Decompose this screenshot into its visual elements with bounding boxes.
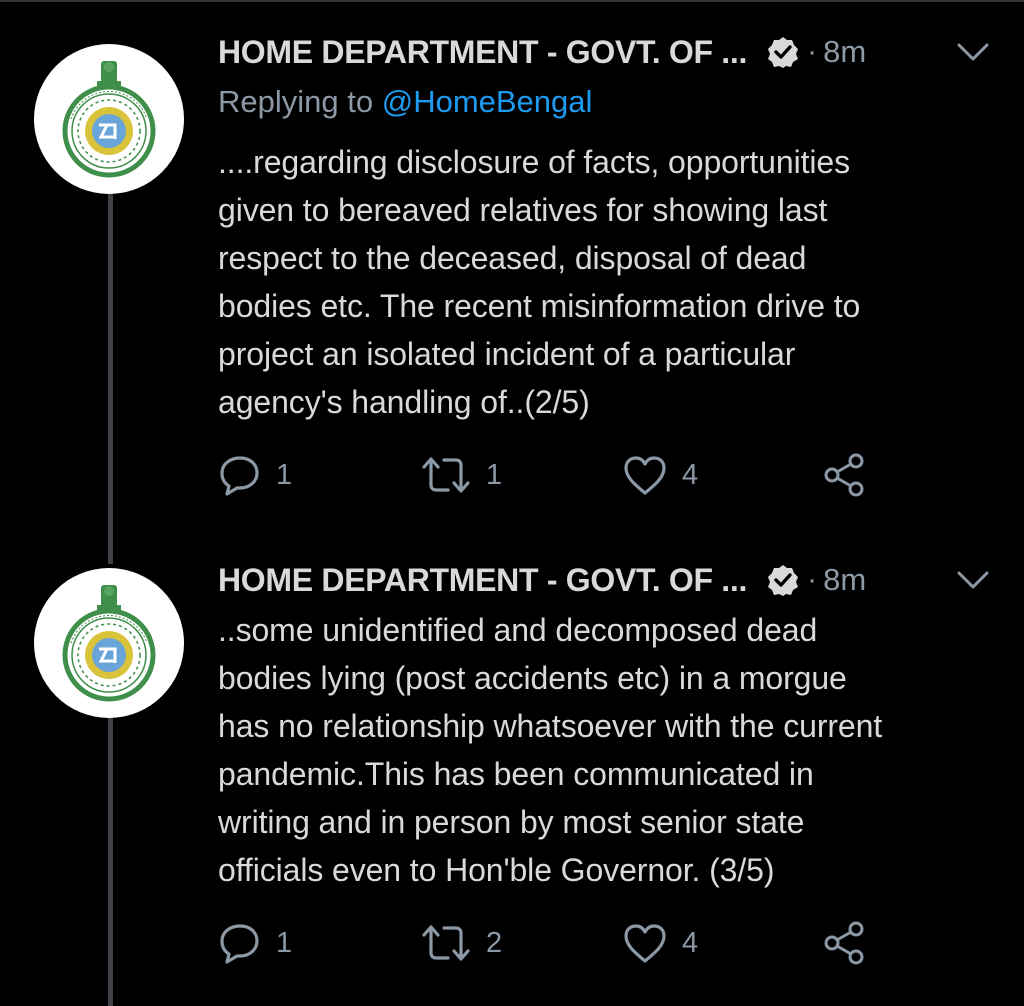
tweet-text: ..some unidentified and decomposed dead bodies lying (post accidents etc) in a morgue has no relationship whatsoever with the current pandemic.This has been communicated in writing and in person by most senior state officials even to Hon'ble Governor. (3/5) — [218, 612, 883, 888]
share-icon — [822, 920, 868, 966]
share-icon — [822, 452, 868, 498]
verified-badge-icon — [767, 564, 799, 596]
retweet-count: 2 — [486, 926, 503, 959]
chevron-down-icon[interactable] — [954, 562, 992, 598]
avatar[interactable] — [34, 44, 184, 194]
reply-bubble-icon — [218, 921, 262, 965]
author-name[interactable]: HOME DEPARTMENT - GOVT. OF ... — [218, 33, 748, 70]
tweet-header — [218, 32, 994, 72]
like-count: 4 — [682, 458, 699, 491]
retweet-button[interactable] — [420, 450, 502, 500]
tweet-actions — [218, 918, 978, 968]
retweet-count: 1 — [486, 458, 503, 491]
retweet-icon — [420, 453, 472, 497]
timestamp[interactable]: 8m — [823, 34, 867, 69]
like-button[interactable] — [622, 450, 698, 500]
share-button[interactable] — [822, 450, 868, 500]
tweet-3-of-5[interactable] — [0, 540, 1024, 1006]
verified-badge-icon — [767, 36, 799, 68]
west-bengal-seal-logo — [49, 583, 169, 703]
author-name[interactable]: HOME DEPARTMENT - GOVT. OF ... — [218, 561, 748, 598]
like-count: 4 — [682, 926, 699, 959]
heart-icon — [622, 921, 668, 965]
heart-icon — [622, 453, 668, 497]
tweet-actions — [218, 450, 978, 500]
avatar[interactable] — [34, 568, 184, 718]
reply-handle-link[interactable]: @HomeBengal — [381, 84, 593, 119]
separator-dot: · — [807, 35, 818, 68]
west-bengal-seal-logo — [49, 59, 169, 179]
separator-dot: · — [807, 563, 818, 596]
retweet-icon — [420, 921, 472, 965]
reply-button[interactable] — [218, 450, 292, 500]
timestamp[interactable]: 8m — [823, 562, 867, 597]
retweet-button[interactable] — [420, 918, 502, 968]
tweet-header — [218, 560, 994, 600]
replying-to-label: Replying to — [218, 84, 382, 119]
like-button[interactable] — [622, 918, 698, 968]
reply-count: 1 — [276, 458, 293, 491]
replying-to — [218, 84, 592, 120]
chevron-down-icon[interactable] — [954, 34, 992, 70]
reply-button[interactable] — [218, 918, 292, 968]
reply-bubble-icon — [218, 453, 262, 497]
share-button[interactable] — [822, 918, 868, 968]
tweet-text: ....regarding disclosure of facts, opportunities given to bereaved relatives for showing last respect to the deceased, disposal of dead bodies etc. The recent misinformation drive to project an isolated incident of a particular agency's handling of..(2/5) — [218, 144, 861, 420]
reply-count: 1 — [276, 926, 293, 959]
